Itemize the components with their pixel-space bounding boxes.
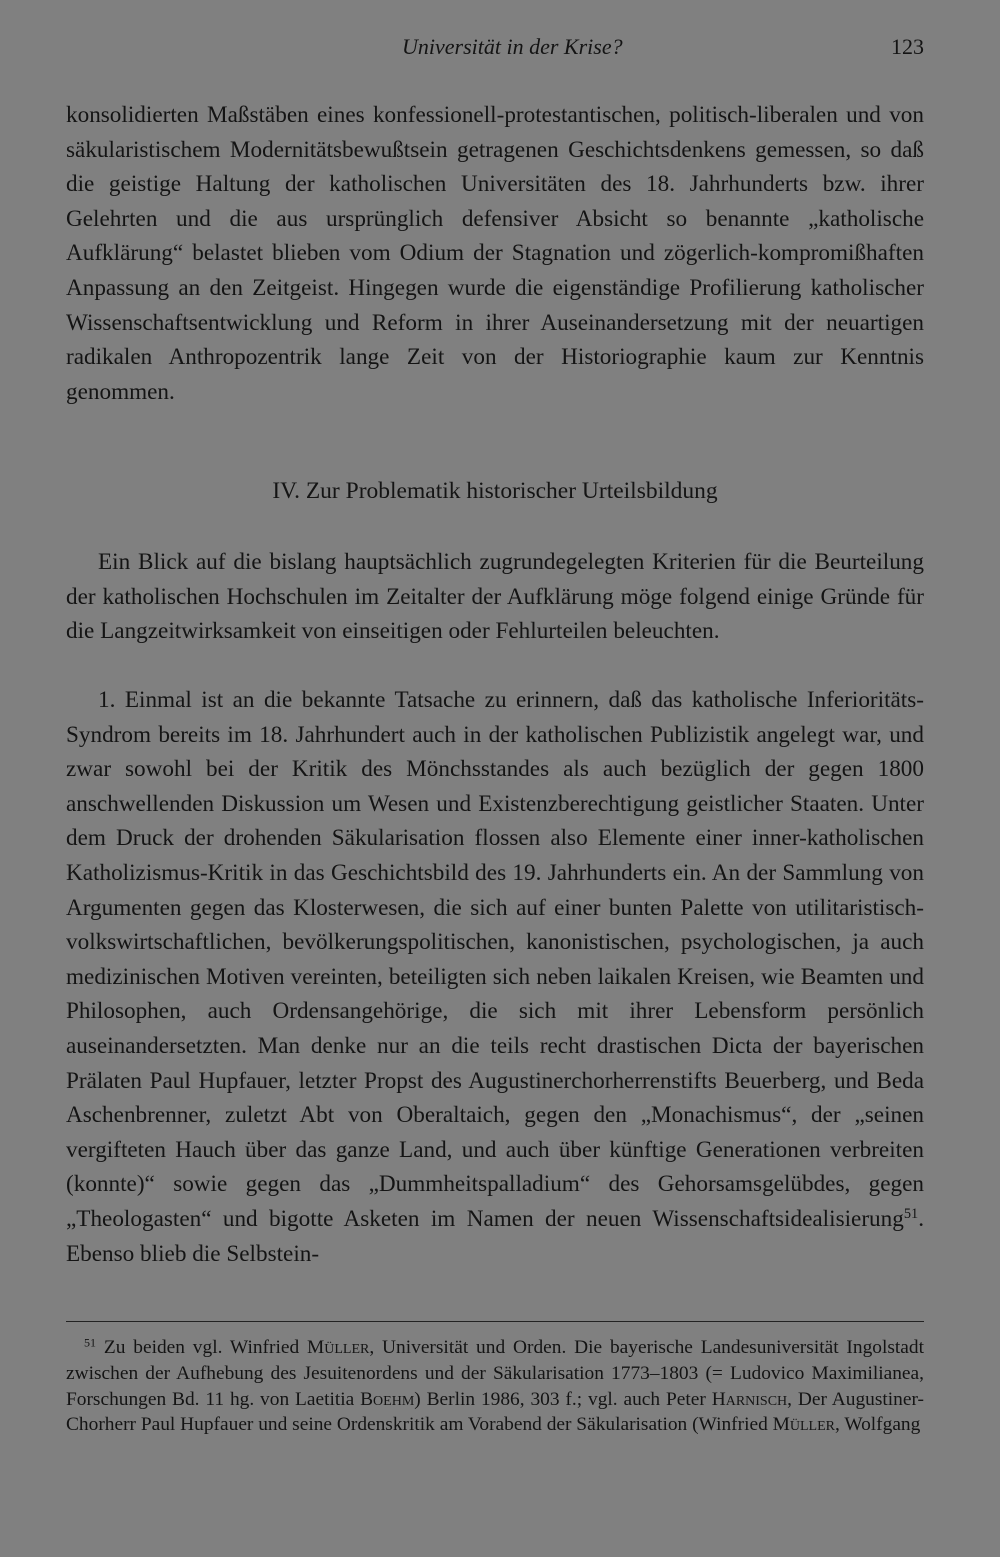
paragraph-continuation: konsolidierten Maßstäben eines konfessionell-protestantischen, politisch-liberalen und von säkularistischem Modernitätsbewußtsein getragenen Geschichtsdenkens gemessen, so daß die geistige Haltung der katholischen Universitäten des 18. Jahrhunderts bzw. ihrer Gelehrten und die aus ursprünglich defensiver Absicht so benannte „katholische Aufklärung“ belastet blieben vom Odium der Stagnation und zögerlich-kompromißhaften Anpassung an den Zeitgeist. Hingegen wurde die eigenständige Profilierung katholischer Wissenschaftsentwicklung und Reform in ihrer Auseinandersetzung mit der neuartigen radikalen Anthropozentrik lange Zeit von der Historiographie kaum zur Kenntnis genommen.	[66, 102, 924, 405]
paragraph-point-1	[66, 683, 924, 1271]
section-heading: IV. Zur Problematik historischer Urteilsbildung	[272, 478, 718, 504]
footnote-text-2: , Universität und Orden. Die bayerische Landesuniversität Ingolstadt zwischen der Aufhebung des Jesuitenordens und der Säkularisation 1773–1803 (= Ludovico Maximilianea, Forschungen Bd. 11 hg. von Laetitia	[66, 1337, 924, 1410]
footnote-author-name: Müller	[306, 1337, 370, 1358]
paragraph-intro: Ein Blick auf die bislang hauptsächlich zugrundegelegten Kriterien für die Beurteilung der katholischen Hochschulen im Zeitalter der Aufklärung möge folgend einige Gründe für die Langzeitwirksamkeit von einseitigen oder Fehlurteilen beleuchten.	[66, 549, 924, 645]
footnote-51	[66, 1335, 924, 1438]
page-number: 123	[891, 34, 924, 59]
footnote-number: 51	[84, 1335, 97, 1350]
footnote-text-4: , Der Augustiner-Chorherr Paul Hupfauer und seine Ordenskritik am Vorabend der Säkularisation (Winfried	[66, 1388, 925, 1436]
footnote-text-5: , Wolfgang	[834, 1414, 921, 1436]
paragraph-point-1-tail: . Ebenso blieb die Selbstein-	[66, 1205, 924, 1267]
footnote-author-name: Harnisch	[711, 1388, 788, 1410]
footnote-text-1: Zu beiden vgl. Winfried	[103, 1337, 307, 1358]
footnote-reference: 51	[903, 1206, 919, 1222]
paragraph-point-1-text: 1. Einmal ist an die bekannte Tatsache zu erinnern, daß das katholische Inferioritäts-Syndrom bereits im 18. Jahrhundert auch in der katholischen Publizistik angelegt war, und zwar sowohl bei der Kritik des Mönchsstandes als auch bezüglich der gegen 1800 anschwellenden Diskussion um Wesen und Existenzberechtigung geistlicher Staaten. Unter dem Druck der drohenden Säkularisation flossen also Elemente einer inner-katholischen Katholizismus-Kritik in das Geschichtsbild des 19. Jahrhunderts ein. An der Sammlung von Argumenten gegen das Klosterwesen, die sich auf einer bunten Palette von utilitaristisch-volkswirtschaftlichen, bevölkerungspolitischen, kanonistischen, psychologischen, ja auch medizinischen Motiven vereinten, beteiligten sich neben laikalen Kreisen, wie Beamten und Philosophen, auch Ordensangehörige, die sich mit ihrer Lebensform persönlich auseinandersetzten. Man denke nur an die teils recht drastischen Dicta der bayerischen Prälaten Paul Hupfauer, letzter Propst des Augustinerchorherrenstifts Beuerberg, und Beda Aschenbrenner, zuletzt Abt von Oberaltaich, gegen den „Monachismus“, der „seinen vergifteten Hauch über das ganze Land, und auch über künftige Generationen verbreiten (konnte)“ sowie gegen das „Dummheitspalladium“ des Gehorsamsgelübdes, gegen „Theologasten“ und bigotte Asketen im Namen der neuen Wissenschaftsidealisierung	[66, 687, 924, 1232]
footnote-separator	[66, 1321, 924, 1322]
running-header	[66, 34, 924, 64]
footnote-author-name: Müller	[772, 1414, 835, 1436]
footnote-text-3: ) Berlin 1986, 303 f.; vgl. auch Peter	[414, 1388, 712, 1410]
running-title: Universität in der Krise?	[402, 34, 623, 59]
footnote-author-name: Boehm	[360, 1388, 415, 1410]
